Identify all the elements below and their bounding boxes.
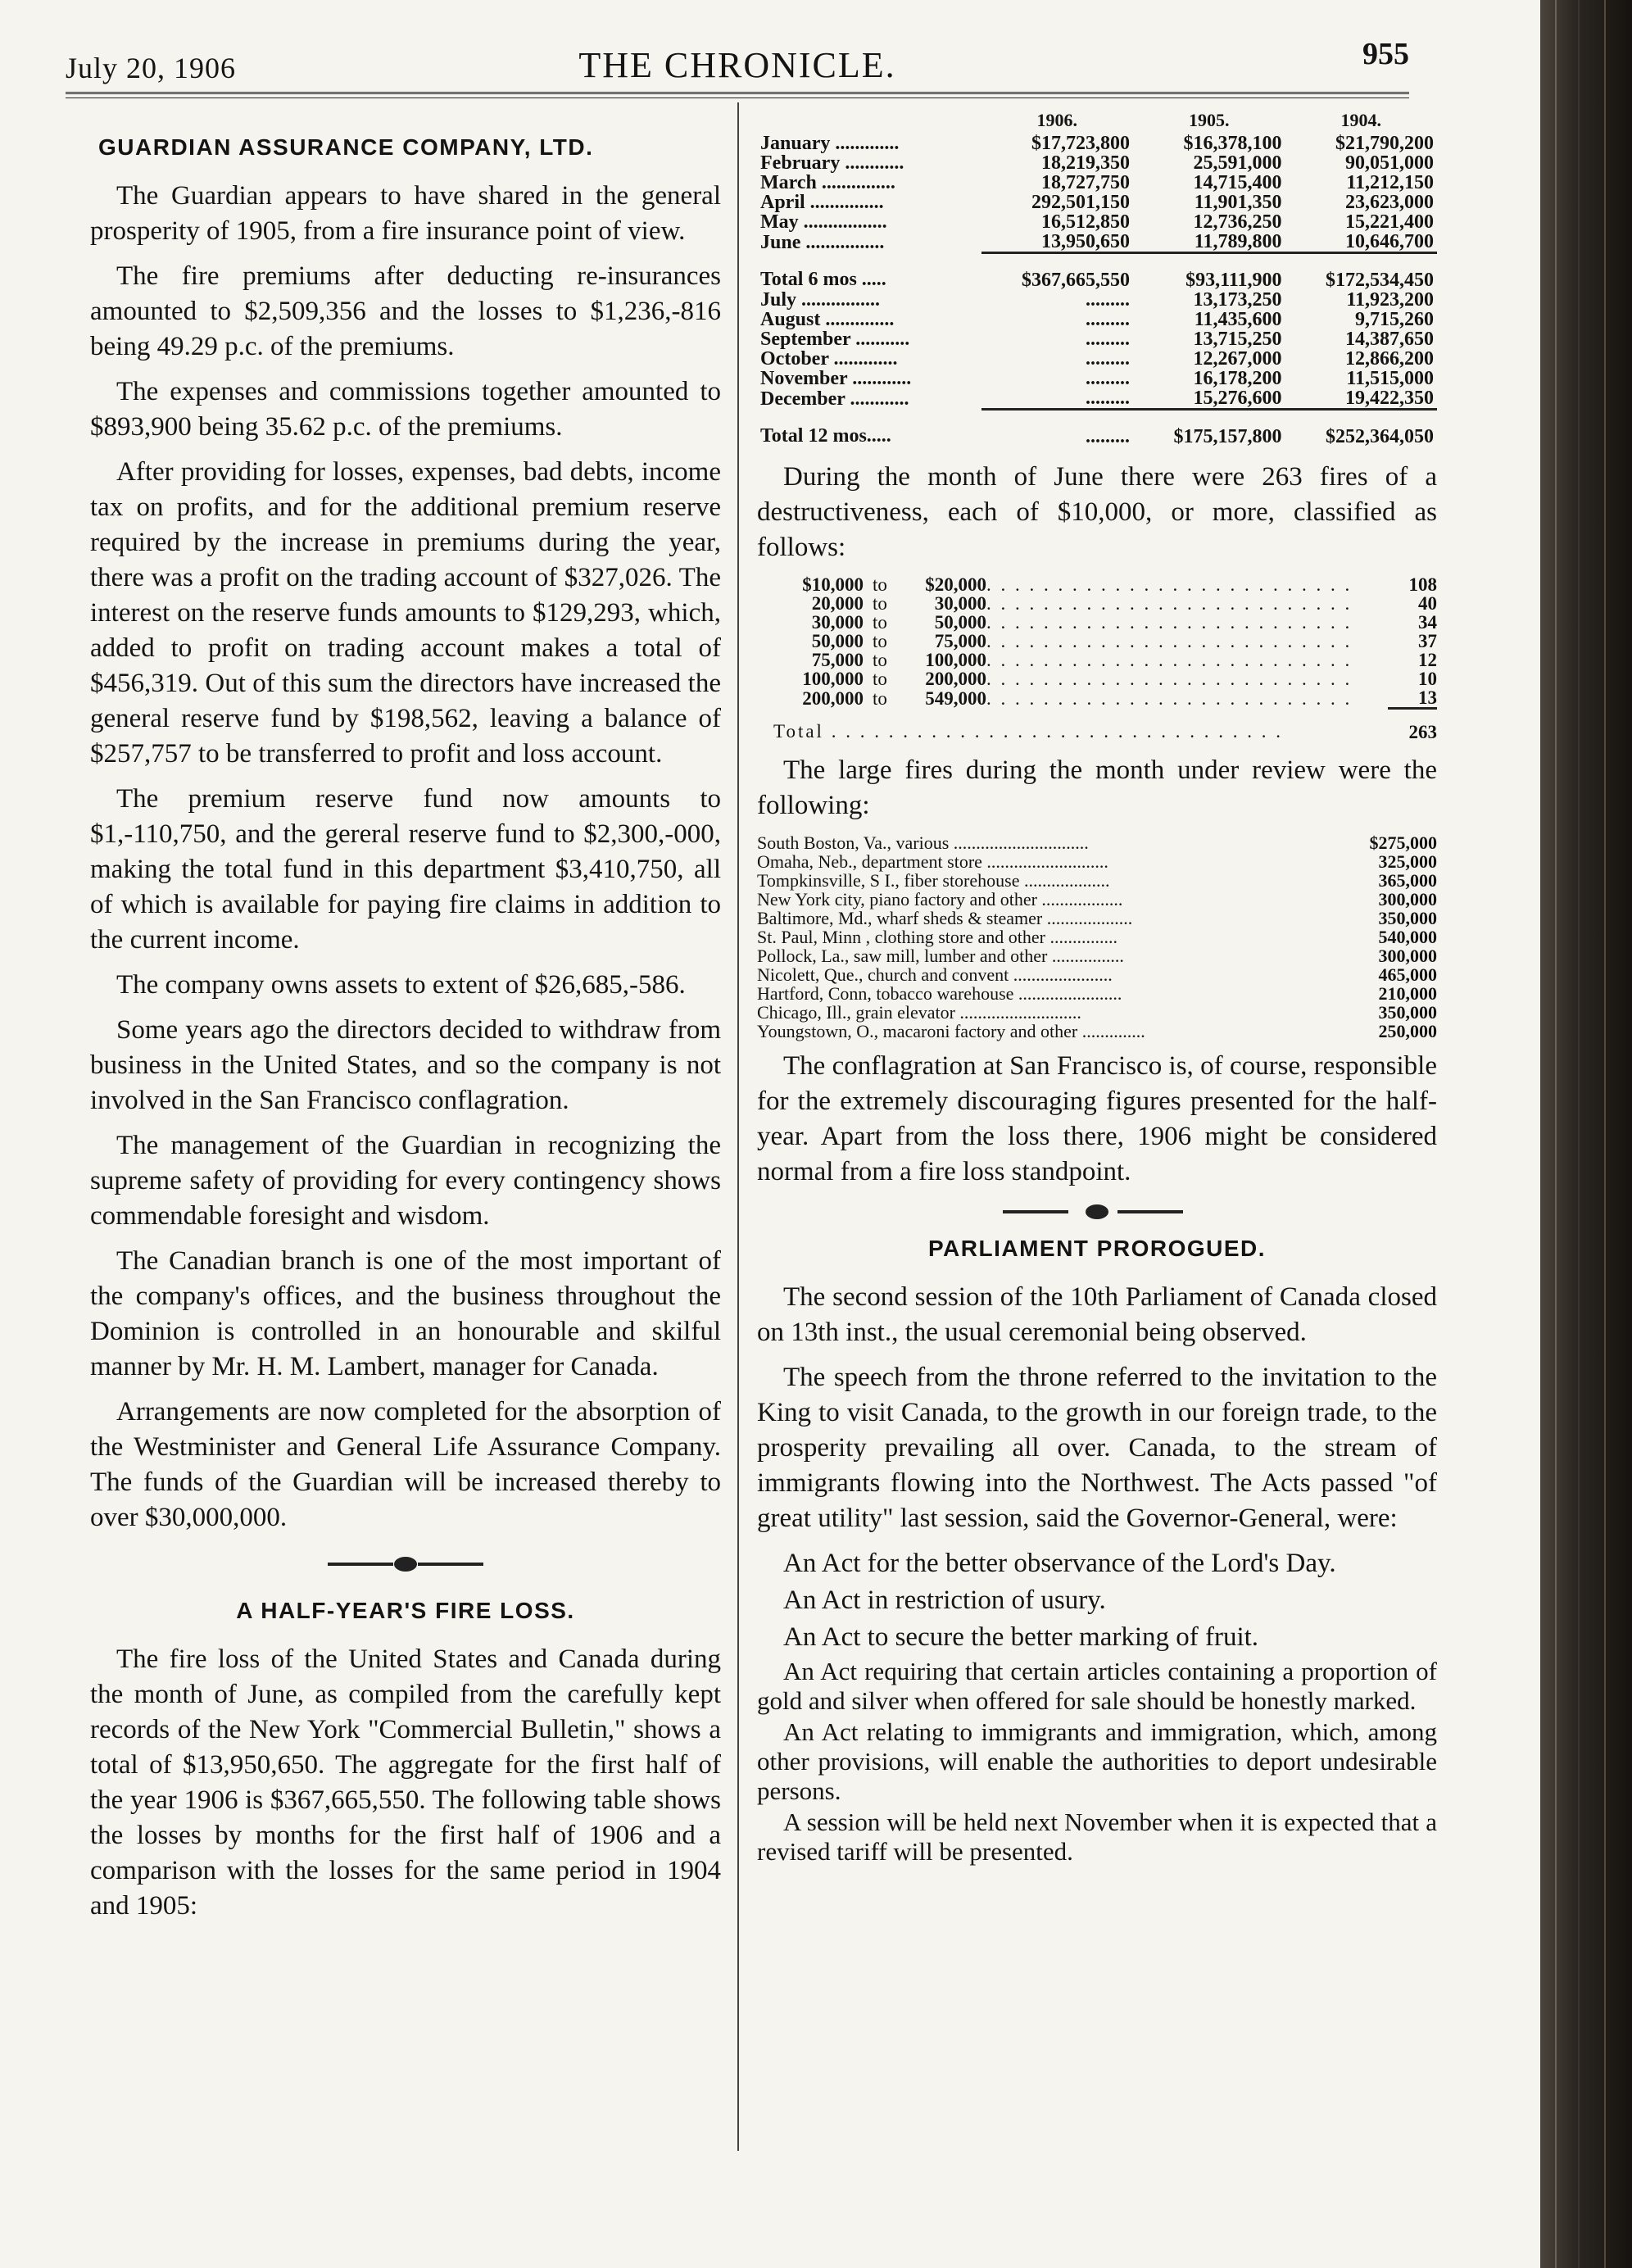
act-item: An Act relating to immigrants and immigration, which, among other provisions, will enable the authorities to deport undesirable persons. [757, 1717, 1437, 1805]
act-item: An Act requiring that certain articles containing a proportion of gold and silver when offered for sale should be honestly marked. [757, 1657, 1437, 1715]
parliament-paragraph: The speech from the throne referred to the invitation to the King to visit Canada, to the growth in our foreign trade, to the prosperity prevailing all over. Canada, to the stream of immigrants flowing into the Northwest. The Acts passed "of great utility" last session, said the Governor-General, were: [757, 1363, 1437, 1533]
range-high: 30,000 [934, 593, 986, 614]
value-1904: 11,212,150 [1346, 172, 1434, 193]
month-label: October ............. [760, 348, 898, 370]
fire-amount: 300,000 [1378, 889, 1437, 909]
value-1905: 14,715,400 [1193, 172, 1282, 193]
halfyear-heading: A HALF-YEAR'S FIRE LOSS. [236, 1598, 575, 1623]
value-1905: 15,276,600 [1193, 388, 1282, 409]
total-1906: ......... [981, 410, 1133, 447]
fire-location: Omaha, Neb., department store ........................... [757, 851, 1108, 872]
value-1906: 18,219,350 [1041, 152, 1130, 174]
section-separator [90, 1552, 721, 1576]
range-low: 50,000 [811, 631, 864, 651]
total-1905: $175,157,800 [1133, 410, 1285, 447]
header-rule [66, 92, 1409, 98]
fire-amount: 250,000 [1378, 1021, 1437, 1041]
leader-dots: . . . . . . . . . . . . . . . . . . . . . . . . . . [986, 613, 1353, 632]
fire-count: 13 [1418, 687, 1437, 708]
leader-dots: . . . . . . . . . . . . . . . . . . . . . . . . . . [986, 594, 1353, 613]
value-1905: 13,173,250 [1193, 289, 1282, 311]
month-label: August .............. [760, 309, 895, 330]
table-row [757, 984, 1437, 1003]
guardian-paragraph: Arrangements are now completed for the absorption of the Westminister and General Life Assurance Company. The funds of the Guardian will be increased thereby to over $30,000,000. [90, 1397, 721, 1532]
total-1906: $367,665,550 [981, 253, 1133, 291]
fire-location: New York city, piano factory and other .................. [757, 889, 1123, 909]
range-to: to [873, 574, 887, 595]
june-fires-intro: During the month of June there were 263 fires of a destructiveness, each of $10,000, or more, classified as follows: [757, 462, 1437, 562]
range-high: $20,000 [925, 574, 986, 595]
fire-count: 37 [1418, 631, 1437, 651]
fire-location: Pollock, La., saw mill, lumber and other ................ [757, 946, 1124, 966]
guardian-paragraph: The Guardian appears to have shared in the general prosperity of 1905, from a fire insurance point of view. [90, 181, 721, 246]
table-row [757, 290, 1437, 310]
table-row [773, 688, 1437, 709]
range-to: to [873, 593, 887, 614]
fire-location: Nicolett, Que., church and convent ...................... [757, 964, 1113, 985]
act-item: An Act in restriction of usury. [783, 1585, 1106, 1615]
value-1906: ......... [1086, 289, 1130, 311]
value-1906: 13,950,650 [1041, 231, 1130, 252]
page-number: 955 [1362, 37, 1409, 71]
total-label: Total [773, 721, 824, 742]
table-row [757, 134, 1437, 153]
table-row [773, 575, 1437, 594]
month-label: December ............ [760, 388, 909, 410]
table-row [757, 965, 1437, 984]
guardian-paragraph: Some years ago the directors decided to withdraw from business in the United States, and so the company is not involved in the San Francisco conflagration. [90, 1015, 721, 1115]
table-row [757, 928, 1437, 946]
value-1905: 12,267,000 [1193, 348, 1282, 370]
fire-amount: 325,000 [1378, 851, 1437, 872]
value-1904: 14,387,650 [1345, 329, 1434, 350]
fire-amount: 465,000 [1378, 964, 1437, 985]
year-header: 1906. [1036, 110, 1077, 130]
month-column-header [757, 111, 981, 134]
table-row [757, 329, 1437, 349]
value-1904: 15,221,400 [1345, 211, 1434, 233]
fire-count: 10 [1418, 669, 1437, 689]
fire-location: Chicago, Ill., grain elevator ........................... [757, 1002, 1081, 1023]
fire-amount: 210,000 [1378, 983, 1437, 1004]
value-1906: 16,512,850 [1041, 211, 1130, 233]
value-1906: 292,501,150 [1031, 192, 1130, 213]
value-1906: ......... [1086, 368, 1130, 389]
value-1904: 9,715,260 [1355, 309, 1434, 330]
first-half-rows [757, 134, 1437, 253]
value-1906: ......... [1086, 388, 1130, 409]
table-row [757, 388, 1437, 410]
range-to: to [873, 631, 887, 651]
leader-dots: . . . . . . . . . . . . . . . . . . . . . . . . . . [986, 632, 1353, 651]
month-label: May ................. [760, 211, 887, 233]
value-1906: ......... [1086, 309, 1130, 330]
table-row [757, 153, 1437, 173]
fire-location: Tompkinsville, S I., fiber storehouse ................... [757, 870, 1110, 891]
table-row [757, 310, 1437, 329]
guardian-paragraph: The expenses and commissions together amounted to $893,900 being 35.62 p.c. of the premiums. [90, 377, 721, 442]
month-label: June ................ [760, 231, 885, 253]
table-row [757, 1003, 1437, 1022]
leader-dots: . . . . . . . . . . . . . . . . . . . . . . . . . . [986, 575, 1353, 594]
large-fires-table [757, 833, 1437, 1041]
left-column [90, 123, 721, 1934]
table-row [757, 871, 1437, 890]
range-low: 200,000 [802, 687, 864, 709]
section-separator [757, 1200, 1437, 1224]
book-spine [1540, 0, 1632, 2268]
fire-amount: 350,000 [1378, 908, 1437, 928]
fire-amount: 300,000 [1378, 946, 1437, 966]
table-row [757, 349, 1437, 369]
value-1904: 12,866,200 [1345, 348, 1434, 370]
parliament-heading: PARLIAMENT PROROGUED. [927, 1236, 1267, 1261]
range-low: $10,000 [802, 574, 864, 595]
page-header [66, 36, 1409, 93]
fire-count: 40 [1418, 593, 1437, 614]
value-1904: 11,923,200 [1346, 289, 1434, 311]
total-twelve-months-row [757, 410, 1437, 447]
table-row [757, 852, 1437, 871]
month-label: April ............... [760, 192, 884, 213]
leader-dots: . . . . . . . . . . . . . . . . . . . . . . . . . . [986, 651, 1353, 669]
table-header-row [757, 111, 1437, 134]
month-label: July ................ [760, 289, 881, 311]
range-to: to [873, 669, 887, 689]
value-1906: ......... [1086, 329, 1130, 350]
value-1904: 19,422,350 [1345, 388, 1434, 409]
fire-amount: 540,000 [1378, 927, 1437, 947]
guardian-paragraph: The Canadian branch is one of the most important of the company's offices, and the business throughout the Dominion is controlled in an honourable and skilful manner by Mr. H. M. Lambert, manager for Canada. [90, 1246, 721, 1381]
total-six-months-row [757, 253, 1437, 291]
month-label: February ............ [760, 152, 904, 174]
fire-location: Hartford, Conn, tobacco warehouse ....................... [757, 983, 1122, 1004]
range-to: to [873, 687, 887, 709]
range-high: 549,000 [925, 687, 986, 709]
value-1906: ......... [1086, 348, 1130, 370]
parliament-paragraph: The second session of the 10th Parliament of Canada closed on 13th inst., the usual ceremonial being observed. [757, 1282, 1437, 1347]
range-to: to [873, 612, 887, 633]
table-row [757, 833, 1437, 852]
month-label: March ............... [760, 172, 895, 193]
fire-location: St. Paul, Minn , clothing store and other ............... [757, 927, 1117, 947]
second-half-rows [757, 290, 1437, 410]
guardian-heading: GUARDIAN ASSURANCE COMPANY, LTD. [98, 134, 594, 160]
table-row [757, 946, 1437, 965]
large-fires-conclusion: The conflagration at San Francisco is, of course, responsible for the extremely discouraging figures presented for the half-year. Apart from the loss there, 1906 might be considered normal from a fire loss standpoint. [757, 1051, 1437, 1186]
table-row [757, 232, 1437, 253]
issue-date: July 20, 1906 [66, 52, 237, 84]
table-row [757, 1022, 1437, 1041]
fire-amount: 350,000 [1378, 1002, 1437, 1023]
monthly-loss-table [757, 111, 1437, 447]
fire-location: Youngstown, O., macaroni factory and other .............. [757, 1021, 1145, 1041]
halfyear-paragraph: The fire loss of the United States and Canada during the month of June, as compiled from the carefully kept records of the New York "Commercial Bulletin," shows a total of $13,950,650. The aggregate for the first half of the year 1906 is $367,665,550. The following table shows the losses by months for the first half of 1906 and a comparison with the losses for the same period in 1904 and 1905: [90, 1644, 721, 1921]
column-rule [737, 102, 739, 2151]
value-1905: $16,378,100 [1183, 133, 1282, 154]
total-1905: $93,111,900 [1133, 253, 1285, 291]
value-1905: 11,435,600 [1194, 309, 1282, 330]
table-row [773, 632, 1437, 651]
value-1905: 13,715,250 [1193, 329, 1282, 350]
range-to: to [873, 650, 887, 670]
value-1905: 25,591,000 [1193, 152, 1282, 174]
total-label: Total 6 mos ..... [760, 269, 886, 291]
leader-dots: . . . . . . . . . . . . . . . . . . . . . . . . . . [986, 688, 1353, 709]
value-1904: 10,646,700 [1345, 231, 1434, 252]
range-high: 75,000 [934, 631, 986, 651]
value-1904: 23,623,000 [1345, 192, 1434, 213]
range-low: 20,000 [811, 593, 864, 614]
table-row [773, 594, 1437, 613]
range-high: 100,000 [925, 650, 986, 670]
range-high: 200,000 [925, 669, 986, 689]
value-1906: 18,727,750 [1041, 172, 1130, 193]
classification-total: 263 [1388, 709, 1437, 742]
value-1905: 11,789,800 [1194, 231, 1282, 252]
year-header: 1905. [1188, 110, 1230, 130]
guardian-paragraph: After providing for losses, expenses, bad debts, income tax on profits, and for the additional premium reserve required by the increase in premiums during the year, there was a profit on the trading account of $327,026. The interest on the reserve funds amounts to $129,293, which, added to profit on trading account makes a total of $456,319. Out of this sum the directors have increased the general reserve fund by $198,562, leaving a balance of $257,757 to be transferred to profit and loss account. [90, 457, 721, 769]
table-row [757, 212, 1437, 232]
fire-count: 12 [1418, 650, 1437, 670]
parliament-closing: A session will be held next November when it is expected that a revised tariff will be presented. [757, 1808, 1437, 1866]
table-row [757, 909, 1437, 928]
table-row [757, 369, 1437, 388]
guardian-paragraph: The fire premiums after deducting re-insurances amounted to $2,509,356 and the losses to $1,236,-816 being 49.29 p.c. of the premiums. [90, 261, 721, 361]
value-1904: $21,790,200 [1335, 133, 1434, 154]
fire-location: Baltimore, Md., wharf sheds & steamer ................... [757, 908, 1133, 928]
table-row [757, 173, 1437, 193]
act-item: An Act for the better observance of the Lord's Day. [783, 1549, 1336, 1578]
table-row [773, 669, 1437, 688]
right-column [757, 111, 1437, 1876]
guardian-paragraph: The premium reserve fund now amounts to $1,-110,750, and the gereral reserve fund to $2,300,-000, making the total fund in this department $3,410,750, all of which is available for paying fire claims in addition to the current income. [90, 784, 721, 955]
value-1905: 11,901,350 [1194, 192, 1282, 213]
value-1904: 11,515,000 [1346, 368, 1434, 389]
fire-count: 34 [1418, 612, 1437, 633]
publication-title: THE CHRONICLE. [578, 45, 896, 85]
range-low: 75,000 [811, 650, 864, 670]
fire-amount: 365,000 [1378, 870, 1437, 891]
large-fires-intro: The large fires during the month under review were the following: [757, 755, 1437, 820]
table-row [773, 651, 1437, 669]
act-item: An Act to secure the better marking of fruit. [783, 1622, 1259, 1652]
guardian-paragraph: The company owns assets to extent of $26,685,-586. [116, 970, 686, 1000]
classification-total-row: Total . . . . . . . . . . . . . . . . . . . . . . . . . . . . . . . . 263 [773, 709, 1437, 742]
classification-table [773, 575, 1437, 742]
table-row [773, 613, 1437, 632]
range-low: 100,000 [802, 669, 864, 689]
value-1905: 16,178,200 [1193, 368, 1282, 389]
total-1904: $172,534,450 [1285, 253, 1437, 291]
total-1904: $252,364,050 [1285, 410, 1437, 447]
year-header: 1904. [1340, 110, 1381, 130]
total-label: Total 12 mos..... [760, 425, 891, 447]
fire-amount: $275,000 [1369, 832, 1437, 853]
table-row [757, 890, 1437, 909]
range-high: 50,000 [934, 612, 986, 633]
value-1905: 12,736,250 [1193, 211, 1282, 233]
fire-location: South Boston, Va., various .............................. [757, 832, 1089, 853]
table-row [757, 193, 1437, 212]
leader-dots: . . . . . . . . . . . . . . . . . . . . . . . . . . [986, 669, 1353, 688]
fire-count: 108 [1408, 574, 1437, 595]
value-1904: 90,051,000 [1345, 152, 1434, 174]
month-label: September ........... [760, 329, 910, 350]
month-label: January ............. [760, 133, 900, 154]
range-low: 30,000 [811, 612, 864, 633]
guardian-paragraph: The management of the Guardian in recognizing the supreme safety of providing for every contingency shows commendable foresight and wisdom. [90, 1131, 721, 1231]
value-1906: $17,723,800 [1031, 133, 1130, 154]
month-label: November ............ [760, 368, 912, 389]
